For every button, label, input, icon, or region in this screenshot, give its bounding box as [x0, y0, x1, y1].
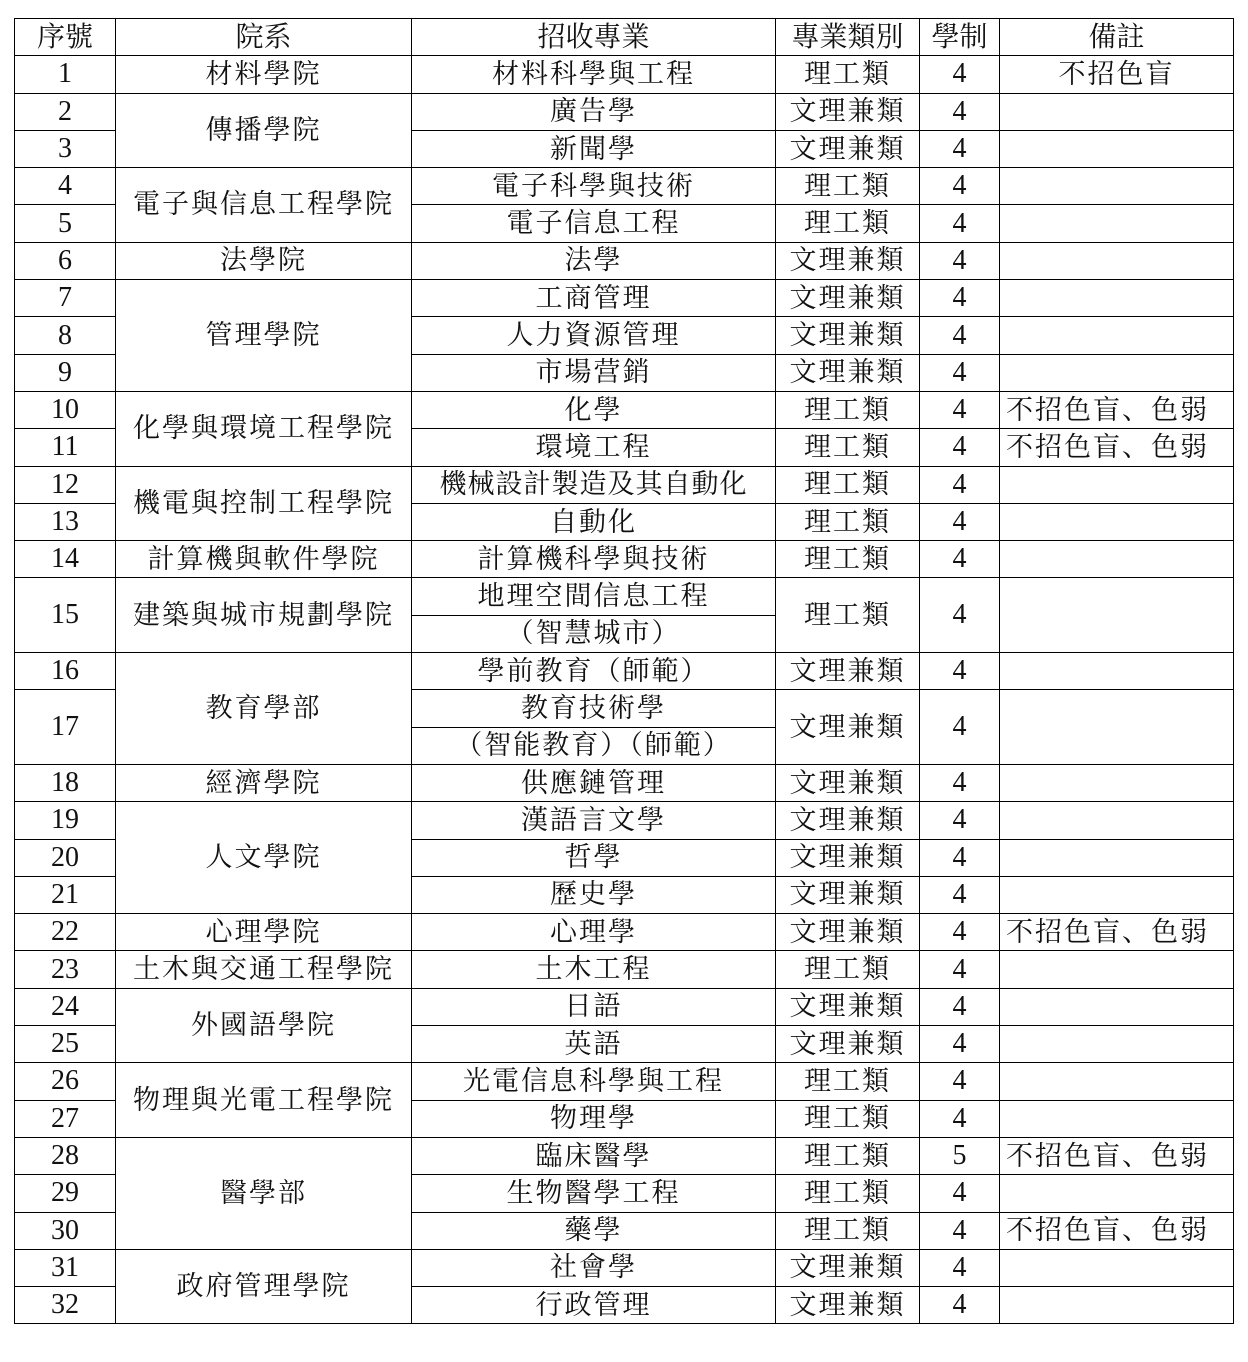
seq-cell: 14: [15, 541, 116, 578]
dept-cell: 傳播學院: [116, 93, 412, 168]
duration-cell: 4: [920, 429, 1000, 466]
seq-cell: 16: [15, 653, 116, 690]
duration-cell: 4: [920, 93, 1000, 130]
major-cell: 英語: [412, 1026, 776, 1063]
major-cell: 材料科學與工程: [412, 56, 776, 93]
category-cell: 文理兼類: [776, 764, 920, 801]
duration-cell: 4: [920, 317, 1000, 354]
header-row: [15, 19, 1234, 56]
table-row: [15, 1249, 1234, 1286]
note-cell: [1000, 503, 1234, 540]
note-cell: 不招色盲、色弱: [1000, 429, 1234, 466]
major-cell: 新聞學: [412, 130, 776, 167]
note-cell: 不招色盲、色弱: [1000, 1212, 1234, 1249]
duration-cell: 4: [920, 1175, 1000, 1212]
major-cell: 電子科學與技術: [412, 168, 776, 205]
major-cell: 自動化: [412, 503, 776, 540]
category-cell: 理工類: [776, 1063, 920, 1100]
seq-cell: 20: [15, 839, 116, 876]
category-cell: 文理兼類: [776, 93, 920, 130]
major-cell: 藥學: [412, 1212, 776, 1249]
seq-cell: 21: [15, 876, 116, 913]
seq-cell: 3: [15, 130, 116, 167]
table-row: [15, 914, 1234, 951]
major-cell: 工商管理: [412, 280, 776, 317]
major-cell: 計算機科學與技術: [412, 541, 776, 578]
dept-cell: 電子與信息工程學院: [116, 168, 412, 243]
duration-cell: 4: [920, 168, 1000, 205]
seq-cell: 10: [15, 391, 116, 428]
duration-cell: 4: [920, 205, 1000, 242]
table-row: [15, 1063, 1234, 1100]
seq-cell: 27: [15, 1100, 116, 1137]
header-dept: 院系: [116, 19, 412, 56]
dept-cell: 法學院: [116, 242, 412, 279]
major-cell: 廣告學: [412, 93, 776, 130]
category-cell: 文理兼類: [776, 1026, 920, 1063]
seq-cell: 4: [15, 168, 116, 205]
note-cell: [1000, 1175, 1234, 1212]
dept-cell: 建築與城市規劃學院: [116, 578, 412, 653]
category-cell: 理工類: [776, 56, 920, 93]
duration-cell: 4: [920, 653, 1000, 690]
major-cell: 漢語言文學: [412, 802, 776, 839]
duration-cell: 4: [920, 1063, 1000, 1100]
seq-cell: 6: [15, 242, 116, 279]
duration-cell: 4: [920, 391, 1000, 428]
major-cell: 歷史學: [412, 876, 776, 913]
note-cell: [1000, 280, 1234, 317]
seq-cell: 18: [15, 764, 116, 801]
header-major: 招收專業: [412, 19, 776, 56]
category-cell: 理工類: [776, 391, 920, 428]
seq-cell: 23: [15, 951, 116, 988]
seq-cell: 28: [15, 1137, 116, 1174]
category-cell: 文理兼類: [776, 914, 920, 951]
note-cell: [1000, 690, 1234, 765]
note-cell: [1000, 1063, 1234, 1100]
dept-cell: 經濟學院: [116, 764, 412, 801]
major-cell: 行政管理: [412, 1287, 776, 1324]
duration-cell: 4: [920, 802, 1000, 839]
category-cell: 文理兼類: [776, 1249, 920, 1286]
category-cell: 文理兼類: [776, 839, 920, 876]
duration-cell: 4: [920, 690, 1000, 765]
seq-cell: 22: [15, 914, 116, 951]
major-cell: 環境工程: [412, 429, 776, 466]
category-cell: 理工類: [776, 578, 920, 653]
category-cell: 文理兼類: [776, 242, 920, 279]
seq-cell: 7: [15, 280, 116, 317]
category-cell: 理工類: [776, 541, 920, 578]
category-cell: 理工類: [776, 1212, 920, 1249]
table-row: [15, 391, 1234, 428]
seq-cell: 11: [15, 429, 116, 466]
note-cell: [1000, 130, 1234, 167]
table-row: [15, 653, 1234, 690]
seq-cell: 17: [15, 690, 116, 765]
dept-cell: 管理學院: [116, 280, 412, 392]
category-cell: 理工類: [776, 1100, 920, 1137]
dept-cell: 計算機與軟件學院: [116, 541, 412, 578]
major-cell: 物理學: [412, 1100, 776, 1137]
note-cell: 不招色盲、色弱: [1000, 1137, 1234, 1174]
note-cell: [1000, 242, 1234, 279]
seq-cell: 24: [15, 988, 116, 1025]
note-cell: [1000, 1100, 1234, 1137]
dept-cell: 教育學部: [116, 653, 412, 765]
major-cell: 哲學: [412, 839, 776, 876]
category-cell: 理工類: [776, 205, 920, 242]
table-row: [15, 802, 1234, 839]
category-cell: 文理兼類: [776, 354, 920, 391]
category-cell: 理工類: [776, 429, 920, 466]
seq-cell: 31: [15, 1249, 116, 1286]
seq-cell: 19: [15, 802, 116, 839]
note-cell: [1000, 466, 1234, 503]
major-cell: 生物醫學工程: [412, 1175, 776, 1212]
note-cell: [1000, 951, 1234, 988]
category-cell: 文理兼類: [776, 988, 920, 1025]
duration-cell: 4: [920, 578, 1000, 653]
major-cell: 臨床醫學: [412, 1137, 776, 1174]
seq-cell: 2: [15, 93, 116, 130]
category-cell: 理工類: [776, 1137, 920, 1174]
dept-cell: 心理學院: [116, 914, 412, 951]
note-cell: [1000, 1026, 1234, 1063]
major-cell: 土木工程: [412, 951, 776, 988]
table-row: [15, 1137, 1234, 1174]
major-cell: 法學: [412, 242, 776, 279]
note-cell: [1000, 653, 1234, 690]
note-cell: 不招色盲、色弱: [1000, 391, 1234, 428]
duration-cell: 4: [920, 242, 1000, 279]
major-cell: 社會學: [412, 1249, 776, 1286]
table-row: [15, 280, 1234, 317]
duration-cell: 4: [920, 130, 1000, 167]
dept-cell: 材料學院: [116, 56, 412, 93]
dept-cell: 化學與環境工程學院: [116, 391, 412, 466]
table-row: [15, 951, 1234, 988]
category-cell: 文理兼類: [776, 876, 920, 913]
note-cell: [1000, 317, 1234, 354]
duration-cell: 4: [920, 1287, 1000, 1324]
table-row: [15, 168, 1234, 205]
category-cell: 理工類: [776, 1175, 920, 1212]
note-cell: [1000, 541, 1234, 578]
major-cell: 地理空間信息工程: [412, 578, 776, 615]
table-row: [15, 541, 1234, 578]
note-cell: [1000, 168, 1234, 205]
duration-cell: 4: [920, 1100, 1000, 1137]
duration-cell: 4: [920, 988, 1000, 1025]
category-cell: 文理兼類: [776, 317, 920, 354]
note-cell: [1000, 1287, 1234, 1324]
note-cell: [1000, 839, 1234, 876]
duration-cell: 4: [920, 951, 1000, 988]
seq-cell: 8: [15, 317, 116, 354]
major-cell: 教育技術學: [412, 690, 776, 727]
seq-cell: 25: [15, 1026, 116, 1063]
seq-cell: 32: [15, 1287, 116, 1324]
header-note: 備註: [1000, 19, 1234, 56]
duration-cell: 4: [920, 466, 1000, 503]
major-cell: 學前教育（師範）: [412, 653, 776, 690]
dept-cell: 人文學院: [116, 802, 412, 914]
seq-cell: 12: [15, 466, 116, 503]
table-row: [15, 578, 1234, 615]
category-cell: 文理兼類: [776, 280, 920, 317]
note-cell: [1000, 988, 1234, 1025]
note-cell: [1000, 876, 1234, 913]
table-row: [15, 466, 1234, 503]
duration-cell: 5: [920, 1137, 1000, 1174]
seq-cell: 26: [15, 1063, 116, 1100]
table-row: [15, 93, 1234, 130]
major-cell-line2: （智慧城市）: [412, 615, 776, 652]
note-cell: [1000, 354, 1234, 391]
duration-cell: 4: [920, 354, 1000, 391]
major-cell: 心理學: [412, 914, 776, 951]
note-cell: [1000, 764, 1234, 801]
duration-cell: 4: [920, 56, 1000, 93]
duration-cell: 4: [920, 914, 1000, 951]
duration-cell: 4: [920, 280, 1000, 317]
header-seq: 序號: [15, 19, 116, 56]
category-cell: 文理兼類: [776, 130, 920, 167]
seq-cell: 15: [15, 578, 116, 653]
major-cell: 人力資源管理: [412, 317, 776, 354]
major-cell: 光電信息科學與工程: [412, 1063, 776, 1100]
category-cell: 理工類: [776, 168, 920, 205]
category-cell: 文理兼類: [776, 690, 920, 765]
note-cell: 不招色盲: [1000, 56, 1234, 93]
major-cell: 機械設計製造及其自動化: [412, 466, 776, 503]
table-row: [15, 764, 1234, 801]
duration-cell: 4: [920, 1026, 1000, 1063]
duration-cell: 4: [920, 764, 1000, 801]
note-cell: [1000, 93, 1234, 130]
major-cell: 化學: [412, 391, 776, 428]
major-cell: 供應鏈管理: [412, 764, 776, 801]
category-cell: 理工類: [776, 466, 920, 503]
dept-cell: 土木與交通工程學院: [116, 951, 412, 988]
dept-cell: 醫學部: [116, 1137, 412, 1249]
seq-cell: 9: [15, 354, 116, 391]
note-cell: [1000, 1249, 1234, 1286]
dept-cell: 外國語學院: [116, 988, 412, 1063]
table-row: [15, 988, 1234, 1025]
note-cell: [1000, 205, 1234, 242]
duration-cell: 4: [920, 541, 1000, 578]
table-row: [15, 242, 1234, 279]
seq-cell: 5: [15, 205, 116, 242]
category-cell: 文理兼類: [776, 653, 920, 690]
dept-cell: 機電與控制工程學院: [116, 466, 412, 541]
duration-cell: 4: [920, 839, 1000, 876]
category-cell: 理工類: [776, 951, 920, 988]
duration-cell: 4: [920, 503, 1000, 540]
seq-cell: 30: [15, 1212, 116, 1249]
major-cell: 電子信息工程: [412, 205, 776, 242]
category-cell: 理工類: [776, 503, 920, 540]
seq-cell: 29: [15, 1175, 116, 1212]
note-cell: 不招色盲、色弱: [1000, 914, 1234, 951]
category-cell: 文理兼類: [776, 1287, 920, 1324]
duration-cell: 4: [920, 1212, 1000, 1249]
header-category: 專業類別: [776, 19, 920, 56]
dept-cell: 物理與光電工程學院: [116, 1063, 412, 1138]
major-cell: 市場营銷: [412, 354, 776, 391]
dept-cell: 政府管理學院: [116, 1249, 412, 1324]
admissions-table: [14, 18, 1234, 1324]
table-row: [15, 56, 1234, 93]
duration-cell: 4: [920, 1249, 1000, 1286]
header-duration: 學制: [920, 19, 1000, 56]
category-cell: 文理兼類: [776, 802, 920, 839]
seq-cell: 1: [15, 56, 116, 93]
duration-cell: 4: [920, 876, 1000, 913]
major-cell: 日語: [412, 988, 776, 1025]
seq-cell: 13: [15, 503, 116, 540]
major-cell-line2: （智能教育）（師範）: [412, 727, 776, 764]
note-cell: [1000, 802, 1234, 839]
note-cell: [1000, 578, 1234, 653]
